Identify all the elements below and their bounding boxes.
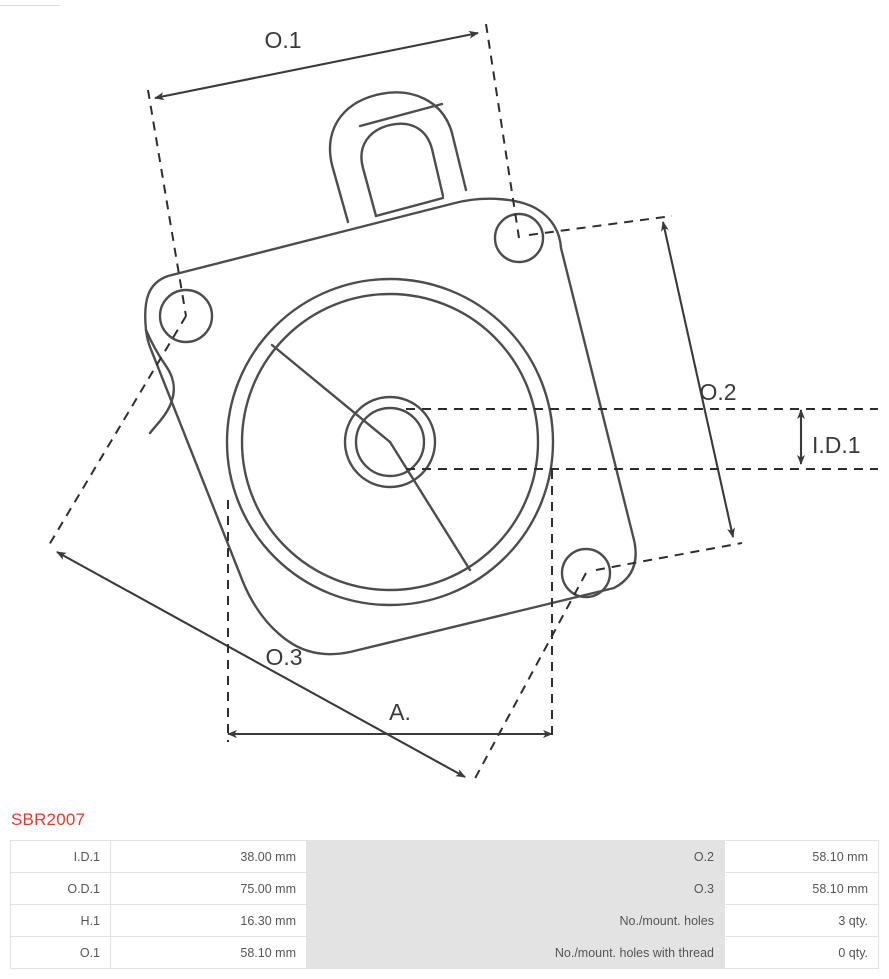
table-row [11, 841, 879, 873]
table-row [11, 905, 879, 937]
housing-outline [145, 199, 635, 654]
dimension-label-id1: I.D.1 [812, 432, 861, 458]
specification-table [10, 840, 879, 969]
dimension-o2 [529, 216, 742, 570]
spec-value: 58.10 mm [111, 937, 307, 969]
spec-value: 38.00 mm [111, 841, 307, 873]
dimension-label-o2: O.2 [699, 379, 737, 405]
dimension-label-o1: O.1 [264, 27, 302, 53]
table-row [11, 937, 879, 969]
dimension-id1 [406, 409, 878, 469]
spec-label: O.3 [307, 873, 725, 905]
spec-value: 75.00 mm [111, 873, 307, 905]
table-row [11, 873, 879, 905]
spec-value: 3 qty. [725, 905, 879, 937]
spec-label: H.1 [11, 905, 111, 937]
spec-value: 0 qty. [725, 937, 879, 969]
spec-label: O.1 [11, 937, 111, 969]
spec-value: 58.10 mm [725, 873, 879, 905]
dimension-o3 [49, 316, 586, 784]
dimension-label-o3: O.3 [265, 644, 303, 670]
handle-loop [330, 92, 466, 222]
spec-label: No./mount. holes with thread [307, 937, 725, 969]
spec-value: 58.10 mm [725, 841, 879, 873]
spec-label: I.D.1 [11, 841, 111, 873]
spec-label: O.2 [307, 841, 725, 873]
dimension-label-a: A. [389, 699, 411, 725]
spec-label: O.D.1 [11, 873, 111, 905]
spec-value: 16.30 mm [111, 905, 307, 937]
part-code: SBR2007 [11, 810, 86, 829]
spec-label: No./mount. holes [307, 905, 725, 937]
bearing-spokes [272, 345, 470, 570]
